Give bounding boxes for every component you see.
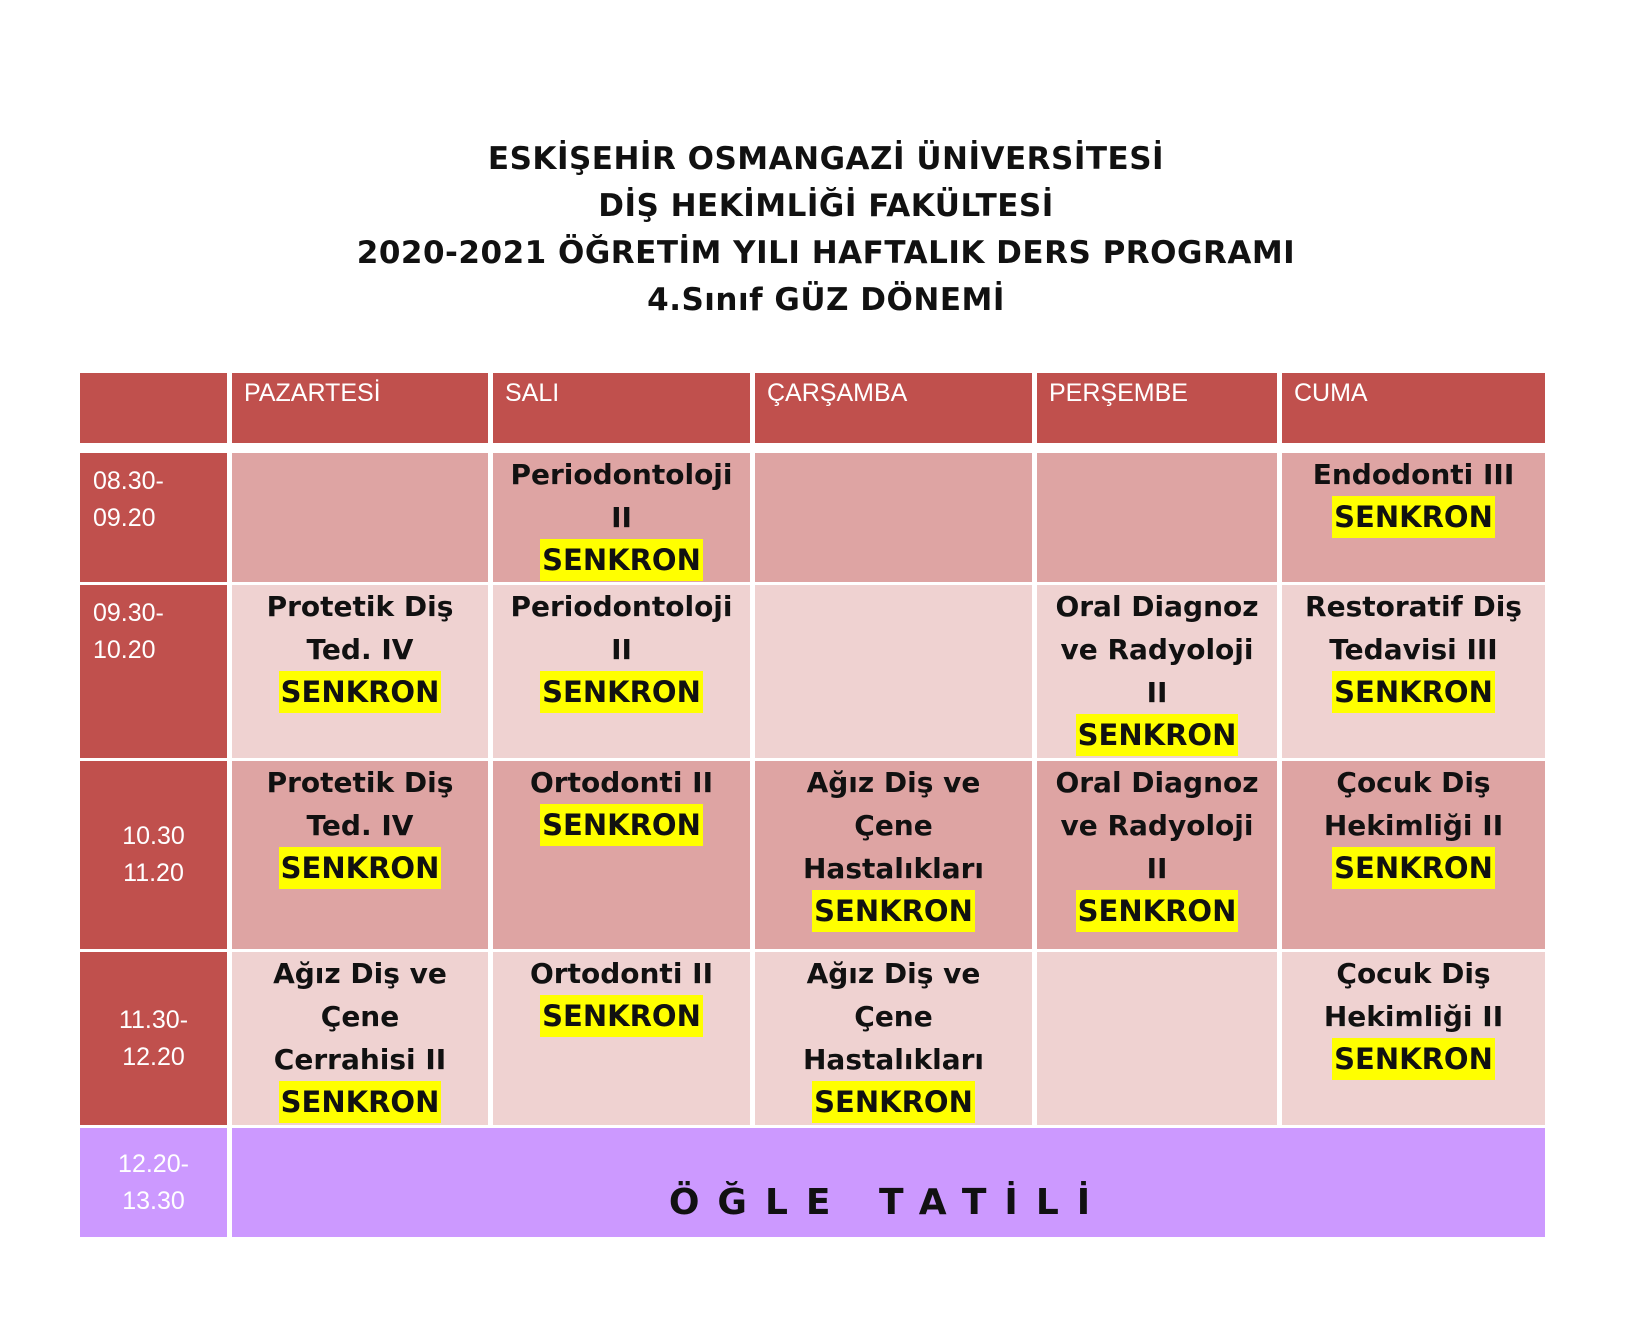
lunch-time-cell: 12.20- 13.30 [80, 1128, 232, 1240]
course-cell [1282, 585, 1545, 761]
sync-badge: SENKRON [1332, 671, 1495, 713]
course-cell [755, 952, 1037, 1128]
course-name: Periodontoloji [510, 590, 733, 623]
course-name: Hekimliği II [1323, 809, 1504, 842]
course-name: Çene [854, 1000, 933, 1033]
document-title [0, 136, 1652, 324]
course-cell [1037, 585, 1282, 761]
time-label: 10.30 [122, 822, 185, 850]
course-name: Ağız Diş ve [806, 766, 981, 799]
course-name: Cerrahisi II [273, 1043, 447, 1076]
time-cell [80, 761, 232, 952]
header-row [80, 373, 1545, 453]
course-cell [493, 453, 755, 585]
sync-badge: SENKRON [540, 671, 703, 713]
course-name: Çene [854, 809, 933, 842]
time-label: 11.20 [123, 859, 184, 887]
course-cell [493, 585, 755, 761]
empty-cell [232, 453, 493, 585]
sync-badge: SENKRON [1332, 1038, 1495, 1080]
course-name: Periodontoloji [510, 458, 733, 491]
sync-badge: SENKRON [540, 995, 703, 1037]
course-name: II [1146, 676, 1168, 709]
course-cell [1282, 952, 1545, 1128]
title-term: 4.Sınıf GÜZ DÖNEMİ [647, 282, 1005, 318]
course-name: Ortodonti II [529, 957, 713, 990]
course-name: Tedavisi III [1329, 633, 1498, 666]
course-name: II [1146, 852, 1168, 885]
course-name: Çocuk Diş [1336, 957, 1491, 990]
time-slot-row [80, 453, 1545, 585]
course-cell [493, 952, 755, 1128]
title-university: ESKİŞEHİR OSMANGAZİ ÜNİVERSİTESİ [487, 141, 1165, 177]
time-slot-row [80, 952, 1545, 1128]
title-program: 2020-2021 ÖĞRETİM YILI HAFTALIK DERS PROGRAMI [356, 235, 1296, 271]
day-header-tuesday: SALI [493, 373, 755, 453]
time-slot-row [80, 585, 1545, 761]
sync-badge: SENKRON [540, 539, 703, 581]
day-header-friday: CUMA [1282, 373, 1545, 453]
course-name: II [611, 633, 632, 666]
time-slot-row [80, 761, 1545, 952]
course-name: Ortodonti II [529, 766, 713, 799]
course-cell [1037, 761, 1282, 952]
course-name: Oral Diagnoz [1055, 590, 1259, 623]
course-name: Hastalıkları [803, 852, 984, 885]
course-name: Restoratif Diş [1305, 590, 1522, 623]
day-header-wednesday: ÇARŞAMBA [755, 373, 1037, 453]
lunch-row [80, 1128, 1545, 1240]
course-name: Endodonti III [1312, 458, 1515, 491]
course-name: Ted. IV [306, 633, 414, 666]
sync-badge: SENKRON [1332, 847, 1495, 889]
time-label: 08.30- [93, 467, 164, 495]
empty-cell [755, 453, 1037, 585]
time-label: 11.30- [118, 1005, 189, 1034]
sync-badge: SENKRON [1076, 890, 1239, 932]
sync-badge: SENKRON [1076, 714, 1239, 756]
course-cell [1282, 453, 1545, 585]
course-name: Protetik Diş [266, 766, 454, 799]
course-cell [493, 761, 755, 952]
course-cell [232, 952, 493, 1128]
time-cell [80, 952, 232, 1128]
course-cell [232, 761, 493, 952]
title-faculty: DİŞ HEKİMLİĞİ FAKÜLTESİ [598, 188, 1054, 224]
corner-cell [80, 373, 232, 453]
course-name: Oral Diagnoz [1055, 766, 1259, 799]
course-name: ve Radyoloji [1060, 809, 1254, 842]
course-name: Çocuk Diş [1336, 766, 1491, 799]
course-name: Ted. IV [306, 809, 414, 842]
empty-cell [1037, 952, 1282, 1128]
time-label: 09.30- [93, 599, 164, 627]
sync-badge: SENKRON [279, 847, 442, 889]
course-cell [232, 585, 493, 761]
course-name: Ağız Diş ve [806, 957, 981, 990]
time-label: 12.20 [122, 1042, 185, 1071]
time-label: 09.20 [93, 504, 156, 532]
sync-badge: SENKRON [540, 804, 703, 846]
sync-badge: SENKRON [279, 671, 442, 713]
lunch-break-cell [232, 1128, 1545, 1240]
time-cell [80, 585, 232, 761]
course-name: II [611, 501, 632, 534]
sync-badge: SENKRON [812, 890, 975, 932]
lunch-break-label: ÖĞLE TATİLİ [668, 1182, 1109, 1223]
course-name: Hastalıkları [803, 1043, 984, 1076]
course-name: Protetik Diş [266, 590, 454, 623]
course-cell [755, 761, 1037, 952]
course-name: Ağız Diş ve [273, 957, 447, 990]
sync-badge: SENKRON [279, 1081, 442, 1123]
empty-cell [1037, 453, 1282, 585]
course-name: Hekimliği II [1323, 1000, 1504, 1033]
day-header-monday: PAZARTESİ [232, 373, 493, 453]
course-cell [1282, 761, 1545, 952]
course-name: Çene [320, 1000, 400, 1033]
sync-badge: SENKRON [812, 1081, 975, 1123]
time-cell [80, 453, 232, 585]
empty-cell [755, 585, 1037, 761]
course-name: ve Radyoloji [1060, 633, 1254, 666]
day-header-thursday: PERŞEMBE [1037, 373, 1282, 453]
sync-badge: SENKRON [1332, 496, 1495, 538]
weekly-schedule-table [80, 373, 1545, 1240]
time-label: 10.20 [93, 636, 156, 664]
